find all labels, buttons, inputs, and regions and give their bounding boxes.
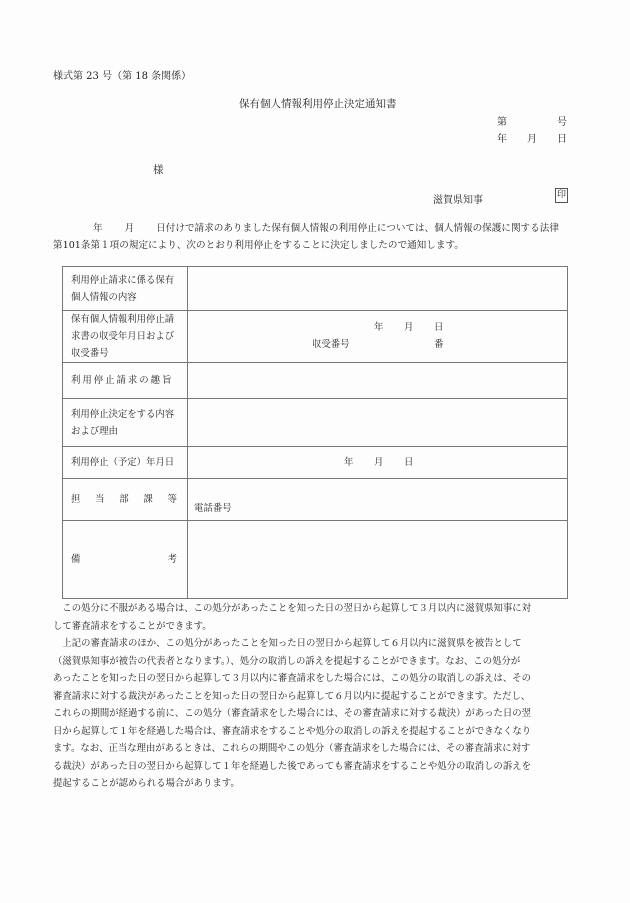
table-row: [63, 521, 568, 599]
notice-line: 審査請求に対する裁決があったことを知った日の翌日から起算して６月以内に提起することができます。ただし、: [53, 690, 531, 702]
table-row: [63, 447, 568, 479]
intro-month: 月: [124, 223, 135, 234]
number-prefix: 第: [497, 117, 507, 128]
field-stop-date[interactable]: [188, 447, 568, 479]
dept-char: 課: [143, 494, 153, 505]
row-label-department: [63, 479, 188, 521]
notice-line: ます。なお、正当な理由があるときは、これらの期間やこの処分（審査請求をした場合には、その審査請求に対す: [53, 743, 531, 754]
field-content[interactable]: [188, 267, 568, 311]
date-day: 日: [557, 134, 567, 145]
form-number: 様式第 23 号（第 18 条関係）: [53, 71, 192, 82]
row-label-reason: 利用停止決定をする内容および理由: [63, 399, 188, 447]
notice-line: （滋賀県知事が被告の代表者となります。）、処分の取消しの訴えを提起することができます。なお、この処分が: [53, 655, 521, 667]
intro-line1: 日付けで請求のありました保有個人情報の利用停止については、個人情報の保護に関する法律: [156, 223, 559, 234]
table-row: [63, 479, 568, 521]
row-label-purpose: 利用停止請求の趣旨: [63, 363, 188, 399]
phone-label: 電話番号: [194, 503, 232, 514]
intro-year: 年: [93, 223, 103, 234]
notice-line: 日から起算して１年を経過した場合は、審査請求をすることや処分の取消しの訴えを提起することができなくなり: [53, 725, 532, 737]
date-month: 月: [527, 134, 537, 145]
receipt-number-label: 収受番号: [312, 339, 350, 350]
issuer-name: 滋賀県知事: [433, 195, 483, 206]
dept-char: 等: [167, 494, 177, 505]
notice-line: る裁決）があった日の翌日から起算して１年を経過した後であっても審査請求をすることや処分の取消しの訴えを: [53, 760, 531, 772]
receipt-year: 年: [374, 322, 384, 333]
table-row: [63, 311, 568, 363]
stop-date-day: 日: [404, 457, 414, 468]
intro-paragraph: [53, 220, 583, 254]
seal-mark: 印: [555, 188, 568, 203]
dept-char: 当: [95, 494, 105, 505]
dept-char: 担: [71, 494, 81, 505]
row-label-receipt: 保有個人情報利用停止請求書の収受年月日および収受番号: [63, 311, 188, 363]
table-row: [63, 267, 568, 311]
field-reason[interactable]: [188, 399, 568, 447]
number-suffix: 号: [557, 117, 567, 128]
notice-line: あったことを知った日の翌日から起算して３月以内に審査請求をした場合には、この処分の取消しの訴えは、その: [53, 673, 532, 684]
stop-date-year: 年: [344, 457, 354, 468]
field-remarks[interactable]: [188, 521, 568, 599]
remarks-char: 備: [71, 554, 81, 565]
receipt-month: 月: [404, 322, 414, 333]
notice-line: これらの期間が経過する前に、この処分（審査請求をした場合には、その審査請求に対する裁決）があった日の翌: [53, 708, 532, 719]
stop-date-month: 月: [374, 457, 384, 468]
receipt-number-suffix: 番: [434, 339, 444, 350]
row-label-stop-date: 利用停止（予定）年月日: [63, 447, 188, 479]
document-title: 保有個人情報利用停止決定通知書: [239, 98, 397, 110]
notice-line: 上記の審査請求のほか、この処分があったことを知った日の翌日から起算して６月以内に滋賀県を被告として: [53, 638, 522, 649]
row-label-remarks: [63, 521, 188, 599]
row-label-content: 利用停止請求に係る保有個人情報の内容: [63, 267, 188, 311]
notice-line: して審査請求をすることができます。: [53, 620, 212, 632]
remarks-char: 考: [167, 554, 177, 565]
intro-line2: 第101条第１項の規定により、次のとおり利用停止をすることに決定しましたので通知します。: [53, 240, 464, 251]
receipt-day: 日: [434, 322, 444, 333]
table-row: [63, 363, 568, 399]
dept-char: 部: [119, 494, 129, 505]
field-purpose[interactable]: [188, 363, 568, 399]
table-row: [63, 399, 568, 447]
field-receipt[interactable]: [188, 311, 568, 363]
addressee-suffix: 様: [153, 164, 164, 176]
appeal-notice: [53, 600, 583, 793]
notice-line: この処分に不服がある場合は、この処分があったことを知った日の翌日から起算して３月以内に滋賀県知事に対: [53, 603, 532, 614]
field-department[interactable]: [188, 479, 568, 521]
date-year: 年: [497, 134, 507, 145]
decision-table: [62, 266, 568, 599]
notice-line: 提起することが認められる場合があります。: [53, 778, 240, 789]
